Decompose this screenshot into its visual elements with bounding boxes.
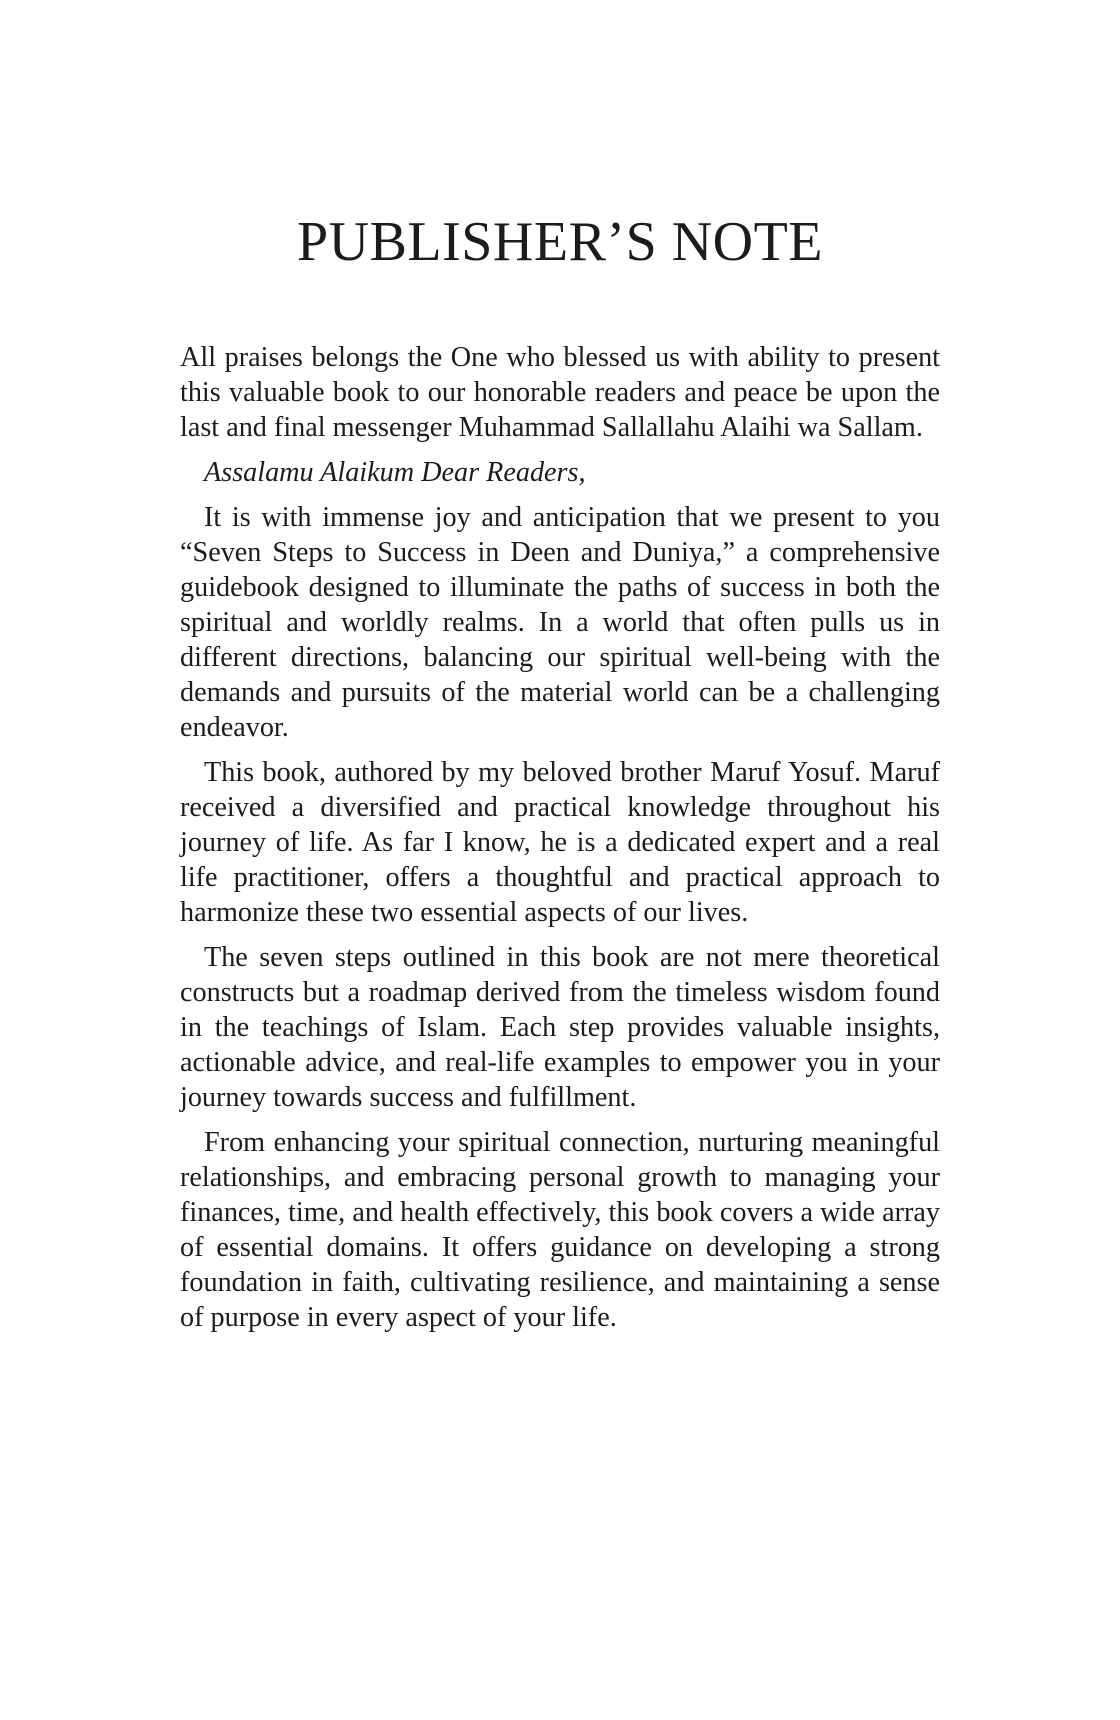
paragraph-opening-praise: All praises belongs the One who blessed us with ability to present this valuable book to our honorable readers and peace be upon the last and final messenger Muhammad Sallallahu Alaihi wa Sallam.	[180, 342, 940, 443]
body-text	[180, 340, 940, 1345]
paragraph-seven-steps: The seven steps outlined in this book are not mere theoretical constructs but a roadmap derived from the timeless wisdom found in the teachings of Islam. Each step provides valuable insights, actionable advice, and real-life examples to empower you in your journey towards success and fulfillment.	[180, 942, 940, 1113]
paragraph-domains: From enhancing your spiritual connection, nurturing meaningful relationships, and embracing personal growth to managing your finances, time, and health effectively, this book covers a wide array of essential domains. It offers guidance on developing a strong foundation in faith, cultivating resilience, and maintaining a sense of purpose in every aspect of your life.	[180, 1127, 940, 1333]
paragraph-author: This book, authored by my beloved brother Maruf Yosuf. Maruf received a diversified and practical knowledge throughout his journey of life. As far I know, he is a dedicated expert and a real life practitioner, offers a thoughtful and practical approach to harmonize these two essential aspects of our lives.	[180, 757, 940, 928]
paragraph-introduction: It is with immense joy and anticipation that we present to you “Seven Steps to Success in Deen and Duniya,” a comprehensive guidebook designed to illuminate the paths of success in both the spiritual and worldly realms. In a world that often pulls us in different directions, balancing our spiritual well-being with the demands and pursuits of the material world can be a challenging endeavor.	[180, 502, 940, 743]
page-title: PUBLISHER’S NOTE	[296, 211, 824, 273]
paragraph-greeting: Assalamu Alaikum Dear Readers,	[204, 457, 586, 488]
